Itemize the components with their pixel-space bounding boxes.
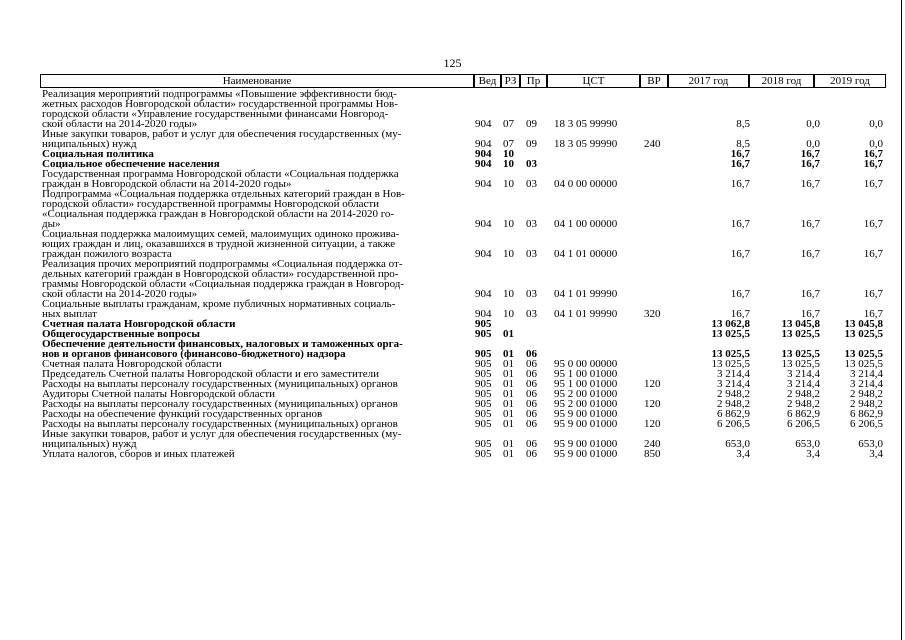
rz-cell: 10 bbox=[503, 248, 514, 260]
ved-cell: 904 bbox=[475, 288, 492, 300]
rz-cell: 01 bbox=[503, 438, 514, 450]
row-name: Реализация прочих мероприятий подпрограммы «Социальная поддержка от- дельных категорий граждан в Новгородской области» государственной про- граммы Новгородской области «Социальная поддержка граждан в Новгород- ской области на 2014-2020 годы» bbox=[42, 258, 405, 300]
rz-cell: 01 bbox=[503, 378, 514, 390]
row-name: Счетная палата Новгородской области bbox=[42, 358, 222, 370]
value-2017: 16,7 bbox=[730, 288, 750, 300]
table-body bbox=[40, 89, 890, 459]
value-2019: 3,4 bbox=[869, 448, 883, 460]
value-2017: 16,7 bbox=[730, 158, 750, 170]
pr-cell: 06 bbox=[526, 408, 537, 420]
row-name: Уплата налогов, сборов и иных платежей bbox=[42, 448, 235, 460]
cst-cell: 04 1 01 99990 bbox=[554, 288, 618, 300]
pr-cell: 09 bbox=[526, 138, 537, 150]
value-2019: 16,7 bbox=[863, 148, 883, 160]
pr-cell: 06 bbox=[526, 398, 537, 410]
row-name: Расходы на обеспечение функций государственных органов bbox=[42, 408, 323, 420]
vr-cell: 120 bbox=[644, 418, 661, 430]
row-name: Расходы на выплаты персоналу государственных (муниципальных) органов bbox=[42, 378, 398, 390]
header-pr: Пр bbox=[520, 74, 547, 88]
vr-cell: 240 bbox=[644, 438, 661, 450]
cst-cell: 95 1 00 01000 bbox=[554, 368, 618, 380]
value-2017: 2 948,2 bbox=[717, 398, 750, 410]
header-rz: РЗ bbox=[501, 74, 520, 88]
value-2019: 6 862,9 bbox=[850, 408, 883, 420]
row-name: Аудиторы Счетной палаты Новгородской области bbox=[42, 388, 276, 400]
rz-cell: 01 bbox=[503, 448, 514, 460]
value-2018: 16,7 bbox=[800, 288, 820, 300]
cst-cell: 04 1 00 00000 bbox=[554, 218, 618, 230]
rz-cell: 07 bbox=[503, 118, 514, 130]
value-2017: 16,7 bbox=[730, 248, 750, 260]
table-row bbox=[40, 299, 890, 319]
ved-cell: 904 bbox=[475, 148, 492, 160]
rz-cell: 10 bbox=[503, 218, 514, 230]
value-2017: 16,7 bbox=[730, 178, 750, 190]
page-edge-rule bbox=[901, 0, 902, 640]
table-row bbox=[40, 89, 890, 129]
value-2018: 653,0 bbox=[795, 438, 820, 450]
value-2018: 0,0 bbox=[806, 138, 820, 150]
rz-cell: 01 bbox=[503, 408, 514, 420]
cst-cell: 95 2 00 01000 bbox=[554, 398, 618, 410]
value-2018: 13 025,5 bbox=[781, 358, 820, 370]
cst-cell: 95 9 00 01000 bbox=[554, 418, 618, 430]
ved-cell: 905 bbox=[475, 378, 492, 390]
row-name: Подпрограмма «Социальная поддержка отдельных категорий граждан в Нов- городской области» государственной программы Новгородской области «Социальная поддержка граждан в Новгородской области на 2014-2020 го- ды» bbox=[42, 188, 405, 230]
value-2018: 16,7 bbox=[800, 178, 820, 190]
value-2018: 13 025,5 bbox=[781, 328, 820, 340]
value-2018: 3,4 bbox=[806, 448, 820, 460]
value-2018: 3 214,4 bbox=[787, 368, 820, 380]
ved-cell: 904 bbox=[475, 158, 492, 170]
value-2018: 0,0 bbox=[806, 118, 820, 130]
pr-cell: 03 bbox=[526, 158, 537, 170]
value-2018: 16,7 bbox=[800, 248, 820, 260]
value-2019: 6 206,5 bbox=[850, 418, 883, 430]
row-name: Председатель Счетной палаты Новгородской области и его заместители bbox=[42, 368, 379, 380]
row-name: Общегосударственные вопросы bbox=[42, 328, 200, 340]
ved-cell: 904 bbox=[475, 178, 492, 190]
value-2018: 16,7 bbox=[800, 148, 820, 160]
ved-cell: 905 bbox=[475, 408, 492, 420]
ved-cell: 905 bbox=[475, 358, 492, 370]
rz-cell: 01 bbox=[503, 368, 514, 380]
value-2019: 13 045,8 bbox=[844, 318, 883, 330]
ved-cell: 905 bbox=[475, 348, 492, 360]
value-2019: 16,7 bbox=[863, 178, 883, 190]
value-2018: 13 025,5 bbox=[781, 348, 820, 360]
rz-cell: 10 bbox=[503, 178, 514, 190]
header-name: Наименование bbox=[40, 74, 474, 88]
ved-cell: 905 bbox=[475, 418, 492, 430]
value-2018: 2 948,2 bbox=[787, 398, 820, 410]
rz-cell: 01 bbox=[503, 358, 514, 370]
row-name: Иные закупки товаров, работ и услуг для обеспечения государственных (му- ниципальных) нужд bbox=[42, 428, 402, 450]
cst-cell: 95 2 00 01000 bbox=[554, 388, 618, 400]
ved-cell: 905 bbox=[475, 398, 492, 410]
value-2017: 13 025,5 bbox=[711, 358, 750, 370]
table-row bbox=[40, 129, 890, 149]
value-2018: 3 214,4 bbox=[787, 378, 820, 390]
cst-cell: 95 9 00 01000 bbox=[554, 408, 618, 420]
pr-cell: 03 bbox=[526, 218, 537, 230]
value-2017: 16,7 bbox=[730, 308, 750, 320]
value-2018: 16,7 bbox=[800, 158, 820, 170]
row-name: Иные закупки товаров, работ и услуг для обеспечения государственных (му- ниципальных) нужд bbox=[42, 128, 402, 150]
ved-cell: 905 bbox=[475, 328, 492, 340]
vr-cell: 120 bbox=[644, 378, 661, 390]
value-2019: 16,7 bbox=[863, 308, 883, 320]
value-2019: 13 025,5 bbox=[844, 358, 883, 370]
row-name: Расходы на выплаты персоналу государственных (муниципальных) органов bbox=[42, 398, 398, 410]
value-2019: 16,7 bbox=[863, 218, 883, 230]
header-cst: ЦСТ bbox=[547, 74, 640, 88]
cst-cell: 04 0 00 00000 bbox=[554, 178, 618, 190]
value-2019: 2 948,2 bbox=[850, 388, 883, 400]
value-2018: 2 948,2 bbox=[787, 388, 820, 400]
ved-cell: 904 bbox=[475, 138, 492, 150]
table-header bbox=[40, 74, 890, 89]
row-name: Расходы на выплаты персоналу государственных (муниципальных) органов bbox=[42, 418, 398, 430]
pr-cell: 06 bbox=[526, 348, 537, 360]
rz-cell: 10 bbox=[503, 148, 514, 160]
header-ved: Вед bbox=[474, 74, 501, 88]
rz-cell: 10 bbox=[503, 158, 514, 170]
ved-cell: 904 bbox=[475, 308, 492, 320]
cst-cell: 95 1 00 01000 bbox=[554, 378, 618, 390]
ved-cell: 905 bbox=[475, 368, 492, 380]
value-2019: 0,0 bbox=[869, 138, 883, 150]
value-2019: 0,0 bbox=[869, 118, 883, 130]
cst-cell: 95 9 00 01000 bbox=[554, 438, 618, 450]
pr-cell: 06 bbox=[526, 438, 537, 450]
pr-cell: 03 bbox=[526, 308, 537, 320]
value-2017: 8,5 bbox=[736, 118, 750, 130]
value-2019: 16,7 bbox=[863, 288, 883, 300]
value-2018: 16,7 bbox=[800, 218, 820, 230]
value-2017: 2 948,2 bbox=[717, 388, 750, 400]
row-name: Социальное обеспечение населения bbox=[42, 158, 220, 170]
value-2019: 3 214,4 bbox=[850, 378, 883, 390]
table-row bbox=[40, 449, 890, 459]
rz-cell: 01 bbox=[503, 418, 514, 430]
value-2018: 13 045,8 bbox=[781, 318, 820, 330]
cst-cell: 18 3 05 99990 bbox=[554, 138, 618, 150]
value-2019: 2 948,2 bbox=[850, 398, 883, 410]
header-vr: ВР bbox=[640, 74, 668, 88]
value-2019: 16,7 bbox=[863, 158, 883, 170]
row-name: Государственная программа Новгородской области «Социальная поддержка граждан в Новгородской области на 2014-2020 годы» bbox=[42, 168, 399, 190]
value-2018: 6 862,9 bbox=[787, 408, 820, 420]
vr-cell: 320 bbox=[644, 308, 661, 320]
value-2019: 13 025,5 bbox=[844, 328, 883, 340]
header-2018: 2018 год bbox=[749, 74, 814, 88]
pr-cell: 03 bbox=[526, 288, 537, 300]
vr-cell: 850 bbox=[644, 448, 661, 460]
ved-cell: 905 bbox=[475, 438, 492, 450]
value-2019: 13 025,5 bbox=[844, 348, 883, 360]
ved-cell: 905 bbox=[475, 448, 492, 460]
value-2017: 13 025,5 bbox=[711, 328, 750, 340]
row-name: Счетная палата Новгородской области bbox=[42, 318, 236, 330]
row-name: Реализация мероприятий подпрограммы «Повышение эффективности бюд- жетных расходов Новгородской области» государственной программы Нов- городской области «Управление государственными финансами Новгород- ской области на 2014-2020 годы» bbox=[42, 88, 398, 130]
value-2017: 6 862,9 bbox=[717, 408, 750, 420]
pr-cell: 06 bbox=[526, 378, 537, 390]
pr-cell: 06 bbox=[526, 448, 537, 460]
page-number: 125 bbox=[443, 56, 462, 70]
rz-cell: 07 bbox=[503, 138, 514, 150]
value-2017: 653,0 bbox=[725, 438, 750, 450]
value-2017: 16,7 bbox=[730, 148, 750, 160]
rz-cell: 01 bbox=[503, 328, 514, 340]
value-2017: 3,4 bbox=[736, 448, 750, 460]
ved-cell: 904 bbox=[475, 118, 492, 130]
value-2017: 8,5 bbox=[736, 138, 750, 150]
rz-cell: 10 bbox=[503, 288, 514, 300]
header-2017: 2017 год bbox=[668, 74, 749, 88]
row-name: Социальные выплаты гражданам, кроме публичных нормативных социаль- ных выплат bbox=[42, 298, 396, 320]
table-row bbox=[40, 259, 890, 299]
value-2017: 13 025,5 bbox=[711, 348, 750, 360]
row-name: Обеспечение деятельности финансовых, налоговых и таможенных орга- нов и органов финансового (финансово-бюджетного) надзора bbox=[42, 338, 403, 360]
rz-cell: 01 bbox=[503, 388, 514, 400]
value-2017: 3 214,4 bbox=[717, 368, 750, 380]
ved-cell: 905 bbox=[475, 318, 492, 330]
table-row bbox=[40, 429, 890, 449]
row-name: Социальная политика bbox=[42, 148, 154, 160]
ved-cell: 904 bbox=[475, 218, 492, 230]
table-row bbox=[40, 169, 890, 189]
pr-cell: 03 bbox=[526, 178, 537, 190]
rz-cell: 01 bbox=[503, 398, 514, 410]
rz-cell: 01 bbox=[503, 348, 514, 360]
pr-cell: 03 bbox=[526, 248, 537, 260]
row-name: Социальная поддержка малоимущих семей, малоимущих одиноко прожива- ющих граждан и лиц, оказавшихся в трудной жизненной ситуации, а также граждан пожилого возраста bbox=[42, 228, 400, 260]
budget-table bbox=[40, 74, 890, 459]
value-2019: 16,7 bbox=[863, 248, 883, 260]
pr-cell: 06 bbox=[526, 358, 537, 370]
pr-cell: 06 bbox=[526, 418, 537, 430]
ved-cell: 905 bbox=[475, 388, 492, 400]
value-2018: 6 206,5 bbox=[787, 418, 820, 430]
value-2017: 6 206,5 bbox=[717, 418, 750, 430]
ved-cell: 904 bbox=[475, 248, 492, 260]
cst-cell: 95 0 00 00000 bbox=[554, 358, 618, 370]
cst-cell: 18 3 05 99990 bbox=[554, 118, 618, 130]
value-2019: 3 214,4 bbox=[850, 368, 883, 380]
pr-cell: 09 bbox=[526, 118, 537, 130]
table-row bbox=[40, 339, 890, 359]
value-2017: 3 214,4 bbox=[717, 378, 750, 390]
pr-cell: 06 bbox=[526, 388, 537, 400]
value-2018: 16,7 bbox=[800, 308, 820, 320]
header-2019: 2019 год bbox=[814, 74, 886, 88]
value-2019: 653,0 bbox=[858, 438, 883, 450]
rz-cell: 10 bbox=[503, 308, 514, 320]
pr-cell: 06 bbox=[526, 368, 537, 380]
table-row bbox=[40, 229, 890, 259]
cst-cell: 04 1 01 00000 bbox=[554, 248, 618, 260]
cst-cell: 95 9 00 01000 bbox=[554, 448, 618, 460]
value-2017: 16,7 bbox=[730, 218, 750, 230]
cst-cell: 04 1 01 99990 bbox=[554, 308, 618, 320]
value-2017: 13 062,8 bbox=[711, 318, 750, 330]
vr-cell: 240 bbox=[644, 138, 661, 150]
table-row bbox=[40, 189, 890, 229]
vr-cell: 120 bbox=[644, 398, 661, 410]
